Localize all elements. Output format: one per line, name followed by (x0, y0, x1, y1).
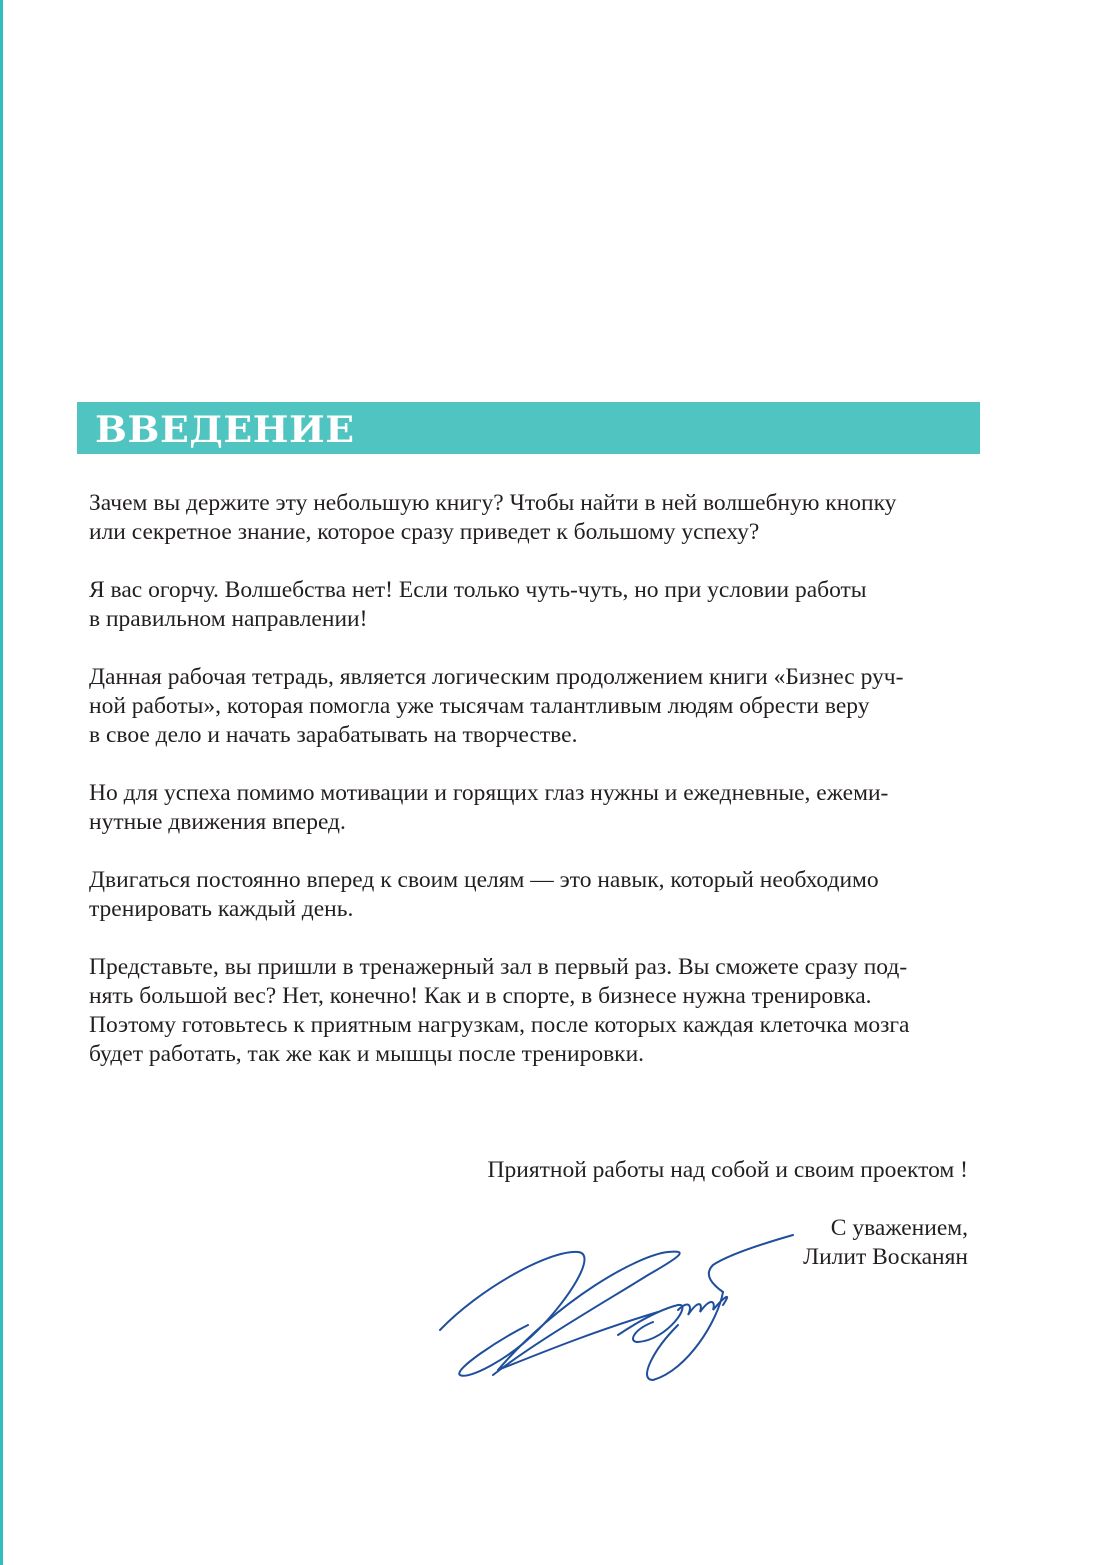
paragraph (89, 866, 979, 924)
paragraph (89, 953, 979, 1069)
text-line: в правильном направлении! (89, 606, 368, 632)
regards-text: С уважением, (830, 1215, 968, 1241)
closing-line: Приятной работы над собой и своим проектом ! (487, 1157, 968, 1183)
text-line: или секретное знание, которое сразу приведет к большому успеху? (89, 519, 760, 545)
handwritten-signature (438, 1230, 798, 1390)
intro-body (89, 489, 979, 1098)
text-line: Поэтому готовьтесь к приятным нагрузкам, после которых каждая клеточка мозга (89, 1012, 910, 1038)
text-line: будет работать, так же как и мышцы после тренировки. (89, 1041, 645, 1067)
author-name: Лилит Восканян (803, 1244, 968, 1270)
text-line: Я вас огорчу. Волшебства нет! Если только чуть-чуть, но при условии работы (89, 577, 867, 603)
paragraph (89, 779, 979, 837)
section-title: ВВЕДЕНИЕ (95, 409, 355, 451)
paragraph (89, 489, 979, 547)
text-line: тренировать каждый день. (89, 896, 354, 922)
text-line: ной работы», которая помогла уже тысячам талантливым людям обрести веру (89, 693, 870, 719)
signature-block (803, 1214, 968, 1272)
text-line: Двигаться постоянно вперед к своим целям — это навык, который необходимо (89, 867, 879, 893)
text-line: Данная рабочая тетрадь, является логическим продолжением книги «Бизнес руч- (89, 664, 904, 690)
text-line: Но для успеха помимо мотивации и горящих глаз нужны и ежедневные, ежеми- (89, 780, 889, 806)
text-line: нутные движения вперед. (89, 809, 346, 835)
paragraph (89, 576, 979, 634)
text-line: Представьте, вы пришли в тренажерный зал в первый раз. Вы сможете сразу под- (89, 954, 908, 980)
text-line: Зачем вы держите эту небольшую книгу? Чтобы найти в ней волшебную кнопку (89, 490, 897, 516)
text-line: нять большой вес? Нет, конечно! Как и в спорте, в бизнесе нужна тренировка. (89, 983, 872, 1009)
page-edge-stripe (0, 0, 3, 1565)
text-line: в свое дело и начать зарабатывать на творчестве. (89, 722, 578, 748)
paragraph (89, 663, 979, 750)
section-header-bar (77, 402, 980, 454)
